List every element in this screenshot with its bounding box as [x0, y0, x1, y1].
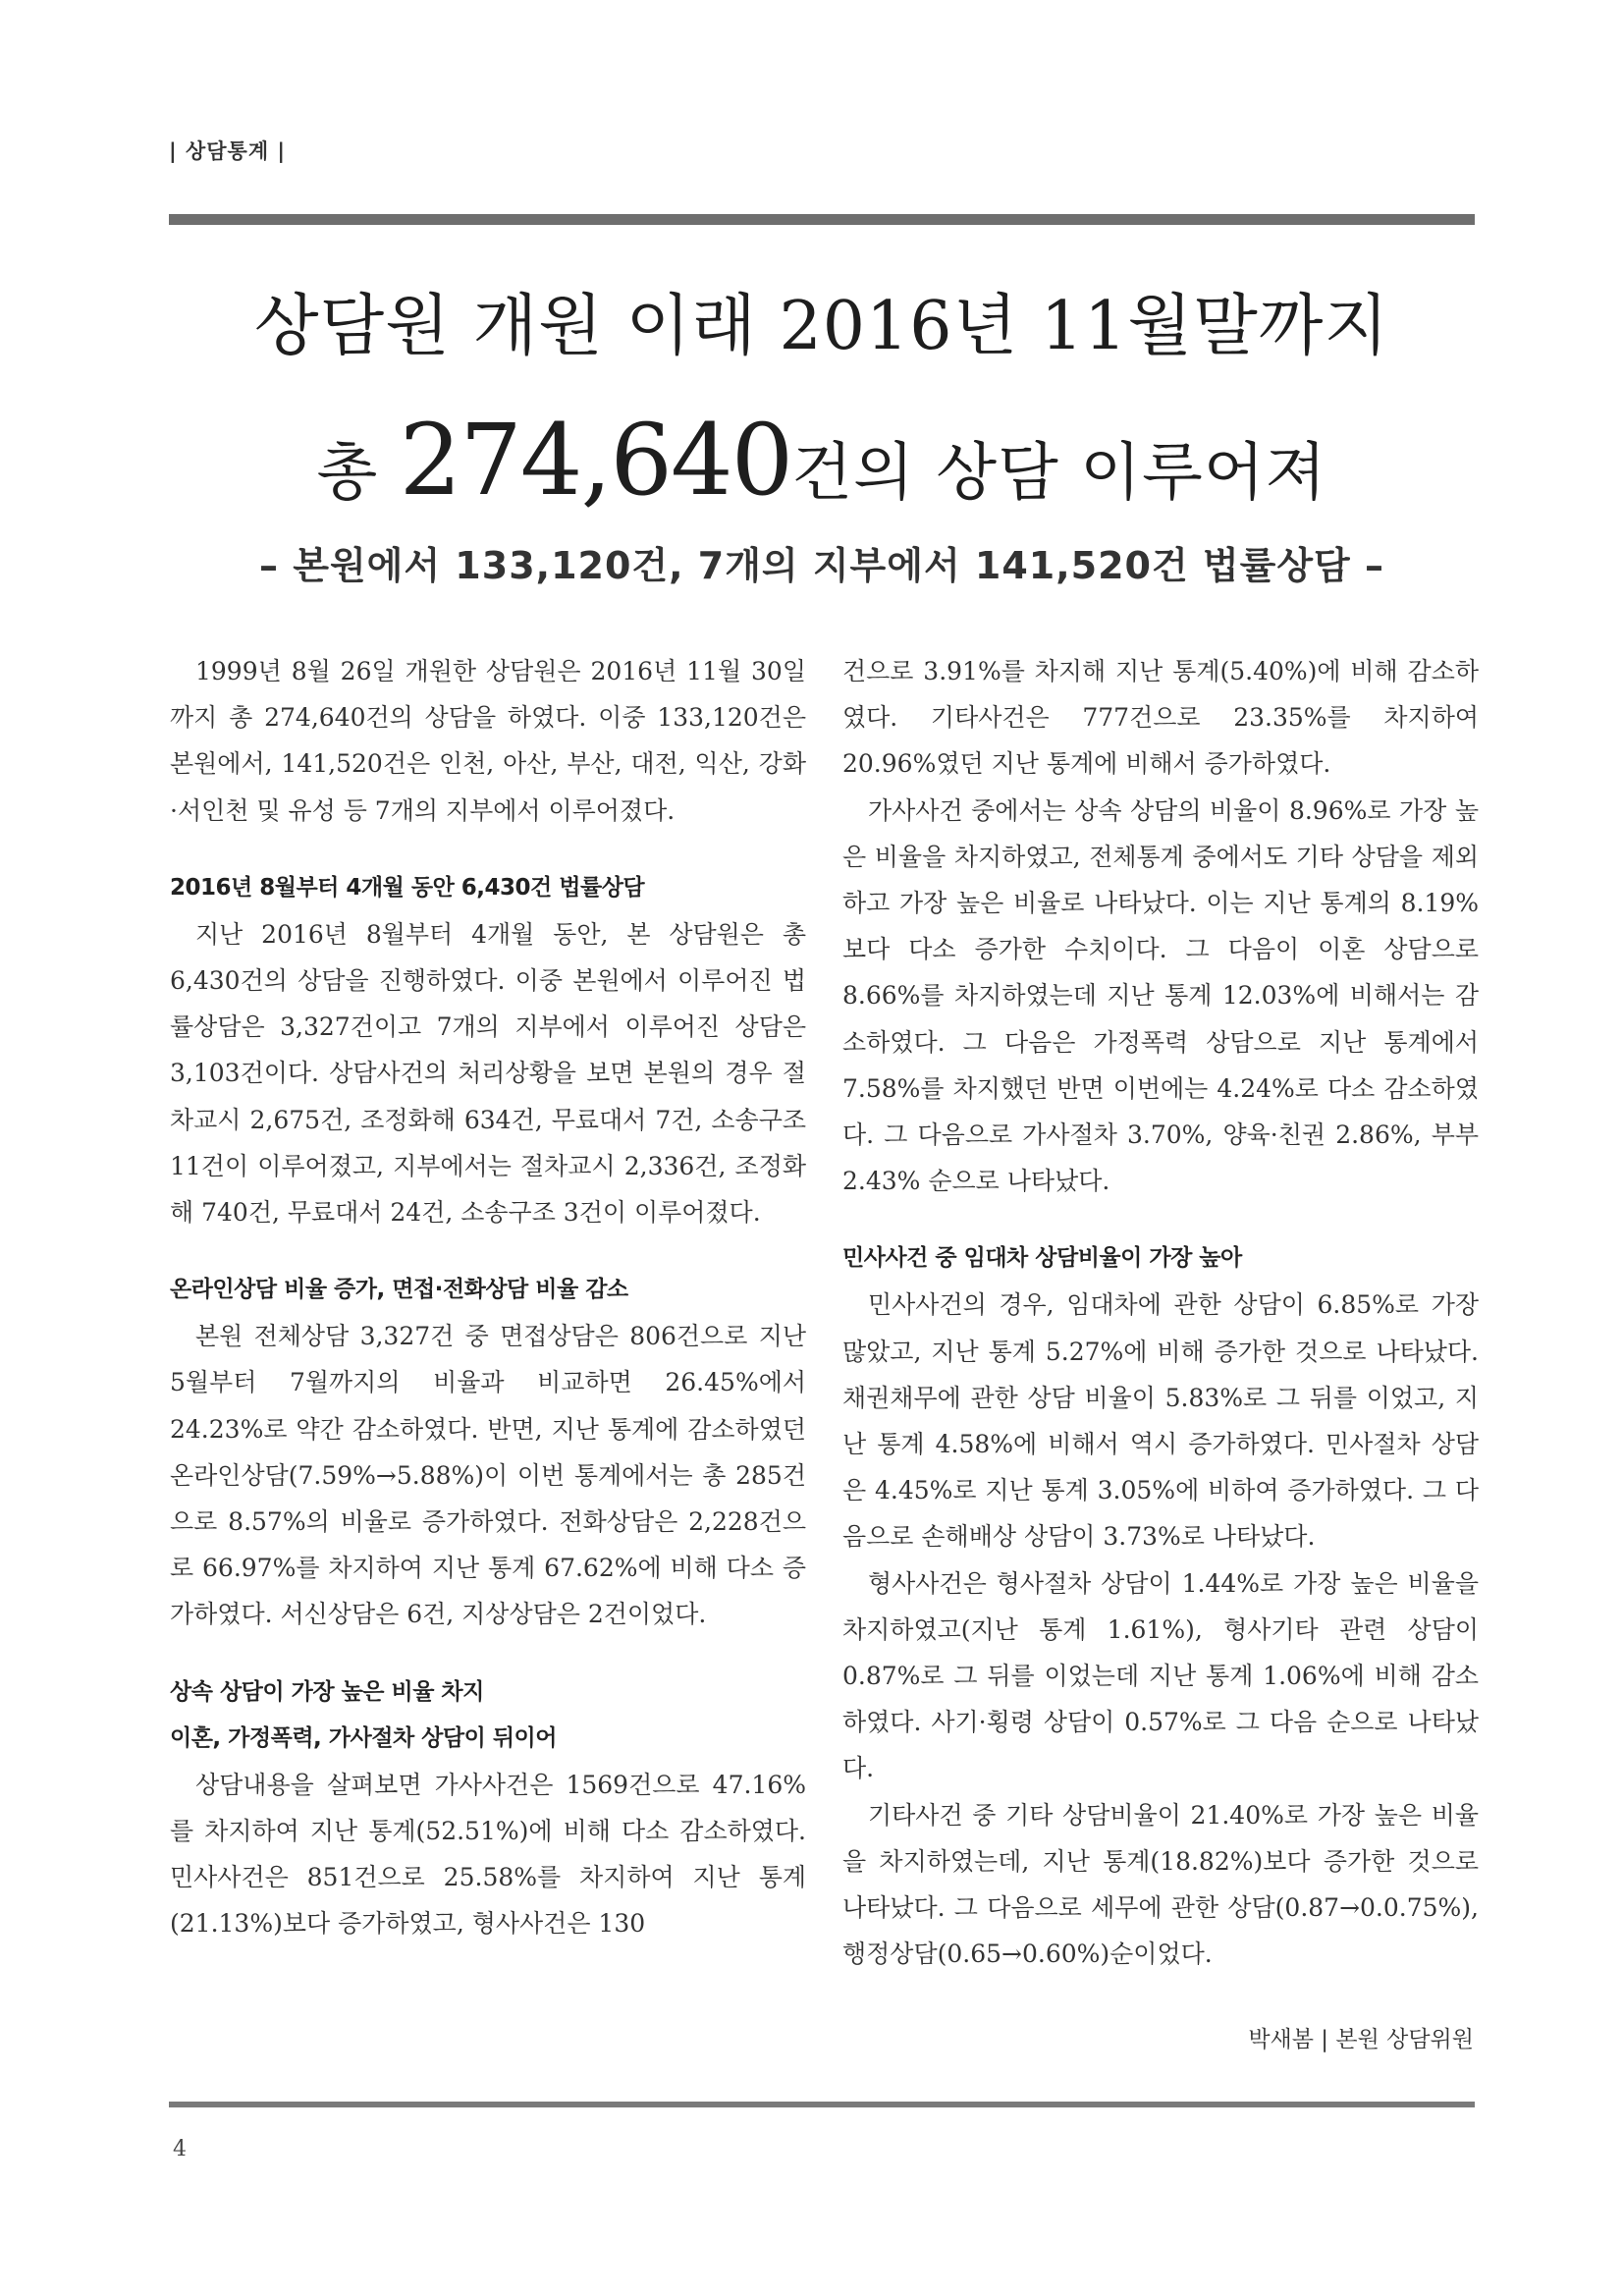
title-line-2	[169, 403, 1475, 518]
section-paragraph: 가사사건 중에서는 상속 상담의 비율이 8.96%로 가장 높은 비율을 차지하였고, 전체통계 중에서도 기타 상담을 제외하고 가장 높은 비율로 나타났다. 이는 지난 통계의 8.19%보다 다소 증가한 수치이다. 그 다음이 이혼 상담으로 8.66%를 차지하였는데 지난 통계 12.03%에 비해서는 감소하였다. 그 다음은 가정폭력 상담으로 지난 통계에서 7.58%를 차지했던 반면 이번에는 4.24%로 다소 감소하였다. 그 다음으로 가사절차 3.70%, 양육·친권 2.86%, 부부 2.43% 순으로 나타났다.	[842, 795, 1479, 1196]
title-line-1: 상담원 개원 이래 2016년 11월말까지	[253, 288, 1390, 365]
title-prefix: 총	[316, 437, 400, 510]
intro-paragraph: 1999년 8월 26일 개원한 상담원은 2016년 11월 30일까지 총 274,640건의 상담을 하였다. 이중 133,120건은 본원에서, 141,520건은 인천, 아산, 부산, 대전, 익산, 강화·서인천 및 유성 등 7개의 지부에서 이루어졌다.	[170, 657, 806, 825]
section-subheading: 이혼, 가정폭력, 가사절차 상담이 뒤이어	[170, 1724, 557, 1751]
section-paragraph: 형사사건은 형사절차 상담이 1.44%로 가장 높은 비율을 차지하였고(지난 통계 1.61%), 형사기타 관련 상담이 0.87%로 그 뒤를 이었는데 지난 통계 1.06%에 비해 감소하였다. 사기·횡령 상담이 0.57%로 그 다음 순으로 나타났다.	[842, 1568, 1479, 1783]
section-paragraph: 지난 2016년 8월부터 4개월 동안, 본 상담원은 총 6,430건의 상담을 진행하였다. 이중 본원에서 이루어진 법률상담은 3,327건이고 7개의 지부에서 이루어진 상담은 3,103건이다. 상담사건의 처리상황을 보면 본원의 경우 절차교시 2,675건, 조정화해 634건, 무료대서 7건, 소송구조 11건이 이루어졌고, 지부에서는 절차교시 2,336건, 조정화해 740건, 무료대서 24건, 소송구조 3건이 이루어졌다.	[170, 919, 806, 1228]
bottom-divider	[169, 2102, 1475, 2107]
section-paragraph: 본원 전체상담 3,327건 중 면접상담은 806건으로 지난 5월부터 7월까지의 비율과 비교하면 26.45%에서 24.23%로 약간 감소하였다. 반면, 지난 통계에 감소하였던 온라인상담(7.59%→5.88%)이 이번 통계에서는 총 285건으로 8.57%의 비율로 증가하였다. 전화상담은 2,228건으로 66.97%를 차지하여 지난 통계 67.62%에 비해 다소 증가하였다. 서신상담은 6건, 지상상담은 2건이었다.	[170, 1322, 806, 1629]
author-byline: 박새봄 | 본원 상담위원	[1248, 2027, 1474, 2052]
title-total-number: 274,640	[399, 403, 792, 518]
section-paragraph: 민사사건의 경우, 임대차에 관한 상담이 6.85%로 가장 많았고, 지난 통계 5.27%에 비해 증가한 것으로 나타났다. 채권채무에 관한 상담 비율이 5.83%로 그 뒤를 이었고, 지난 통계 4.58%에 비해서 역시 증가하였다. 민사절차 상담은 4.45%로 지난 통계 3.05%에 비하여 증가하였다. 그 다음으로 손해배상 상담이 3.73%로 나타났다.	[842, 1290, 1479, 1552]
right-column	[842, 648, 1479, 1977]
page-number: 4	[173, 2137, 187, 2161]
left-column	[170, 648, 806, 1946]
title-suffix: 건의 상담 이루어져	[791, 437, 1327, 510]
section-paragraph: 상담내용을 살펴보면 가사사건은 1569건으로 47.16%를 차지하여 지난 통계(52.51%)에 비해 다소 감소하였다. 민사사건은 851건으로 25.58%를 차지하여 지난 통계(21.13%)보다 증가하였고, 형사사건은 130	[170, 1770, 806, 1939]
section-paragraph: 기타사건 중 기타 상담비율이 21.40%로 가장 높은 비율을 차지하였는데, 지난 통계(18.82%)보다 증가한 것으로 나타났다. 그 다음으로 세무에 관한 상담(0.87→0.0.75%), 행정상담(0.65→0.60%)순이었다.	[842, 1800, 1479, 1969]
section-heading: 온라인상담 비율 증가, 면접·전화상담 비율 감소	[170, 1277, 628, 1303]
continued-paragraph: 건으로 3.91%를 차지해 지난 통계(5.40%)에 비해 감소하였다. 기타사건은 777건으로 23.35%를 차지하여 20.96%였던 지난 통계에 비해서 증가하였다.	[842, 657, 1479, 779]
section-heading: 상속 상담이 가장 높은 비율 차지	[170, 1678, 484, 1705]
subtitle: – 본원에서 133,120건, 7개의 지부에서 141,520건 법률상담 –	[259, 544, 1384, 587]
section-label: | 상담통계 |	[169, 139, 287, 163]
section-heading: 2016년 8월부터 4개월 동안 6,430건 법률상담	[170, 874, 645, 901]
section-heading: 민사사건 중 임대차 상담비율이 가장 높아	[842, 1245, 1242, 1272]
top-divider	[169, 214, 1475, 225]
